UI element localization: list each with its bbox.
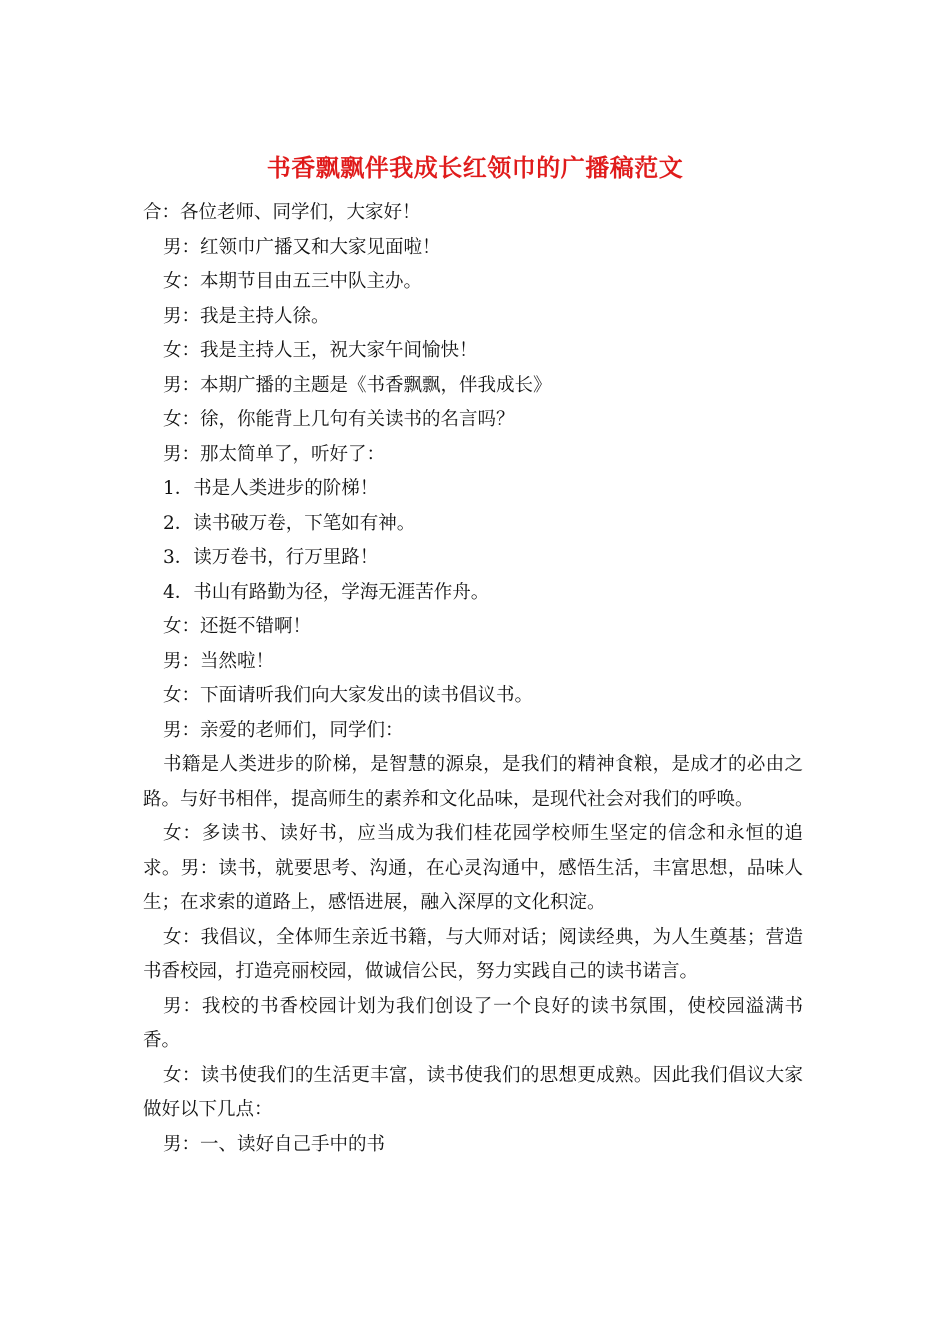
- list-item: 2．读书破万卷，下笔如有神。: [163, 512, 416, 534]
- paragraph: 女：还挺不错啊！: [163, 616, 312, 637]
- paragraph: 女：读书使我们的生活更丰富，读书使我们的思想更成熟。因此我们倡议大家做好以下几点：: [143, 1064, 803, 1120]
- paragraph: 女：本期节目由五三中队主办。: [163, 271, 423, 292]
- paragraph: 男：那太简单了，听好了：: [163, 443, 386, 465]
- paragraph: 女：多读书、读好书，应当成为我们桂花园学校师生坚定的信念和永恒的追求。男：读书，就要思考、沟通，在心灵沟通中，感悟生活，丰富思想，品味人生；在求索的道路上，感悟进展，融入深厚的文化积淀。: [143, 823, 803, 913]
- paragraph: 书籍是人类进步的阶梯，是智慧的源泉，是我们的精神食粮，是成才的必由之路。与好书相伴，提高师生的素养和文化品味，是现代社会对我们的呼唤。: [143, 754, 803, 810]
- document-body: [143, 196, 803, 1162]
- paragraph: 男：我校的书香校园计划为我们创设了一个良好的读书氛围，使校园溢满书香。: [143, 995, 803, 1051]
- paragraph: 男：亲爱的老师们，同学们：: [163, 719, 404, 741]
- paragraph: 女：徐，你能背上几句有关读书的名言吗？: [163, 409, 515, 430]
- paragraph: 男：我是主持人徐。: [163, 305, 330, 327]
- document-title: 书香飘飘伴我成长红领巾的广播稿范文: [266, 153, 684, 182]
- list-item: 1．书是人类进步的阶梯！: [163, 478, 379, 499]
- list-item: 4．书山有路勤为径，学海无涯苦作舟。: [163, 581, 490, 603]
- paragraph: 男：当然啦！: [163, 650, 275, 672]
- paragraph: 女：我是主持人王，祝大家午间愉快！: [163, 340, 478, 361]
- list-item: 3．读万卷书，行万里路！: [163, 547, 379, 568]
- paragraph: 女：下面请听我们向大家发出的读书倡议书。: [163, 685, 534, 706]
- paragraph: 男：红领巾广播又和大家见面啦！: [163, 236, 441, 258]
- paragraph: 男：一、读好自己手中的书: [163, 1133, 386, 1155]
- paragraph: 合：各位老师、同学们，大家好！: [143, 202, 421, 223]
- paragraph: 男：本期广播的主题是《书香飘飘，伴我成长》: [163, 374, 552, 396]
- paragraph: 女：我倡议，全体师生亲近书籍，与大师对话；阅读经典，为人生奠基；营造书香校园，打造亮丽校园，做诚信公民，努力实践自己的读书诺言。: [143, 926, 803, 982]
